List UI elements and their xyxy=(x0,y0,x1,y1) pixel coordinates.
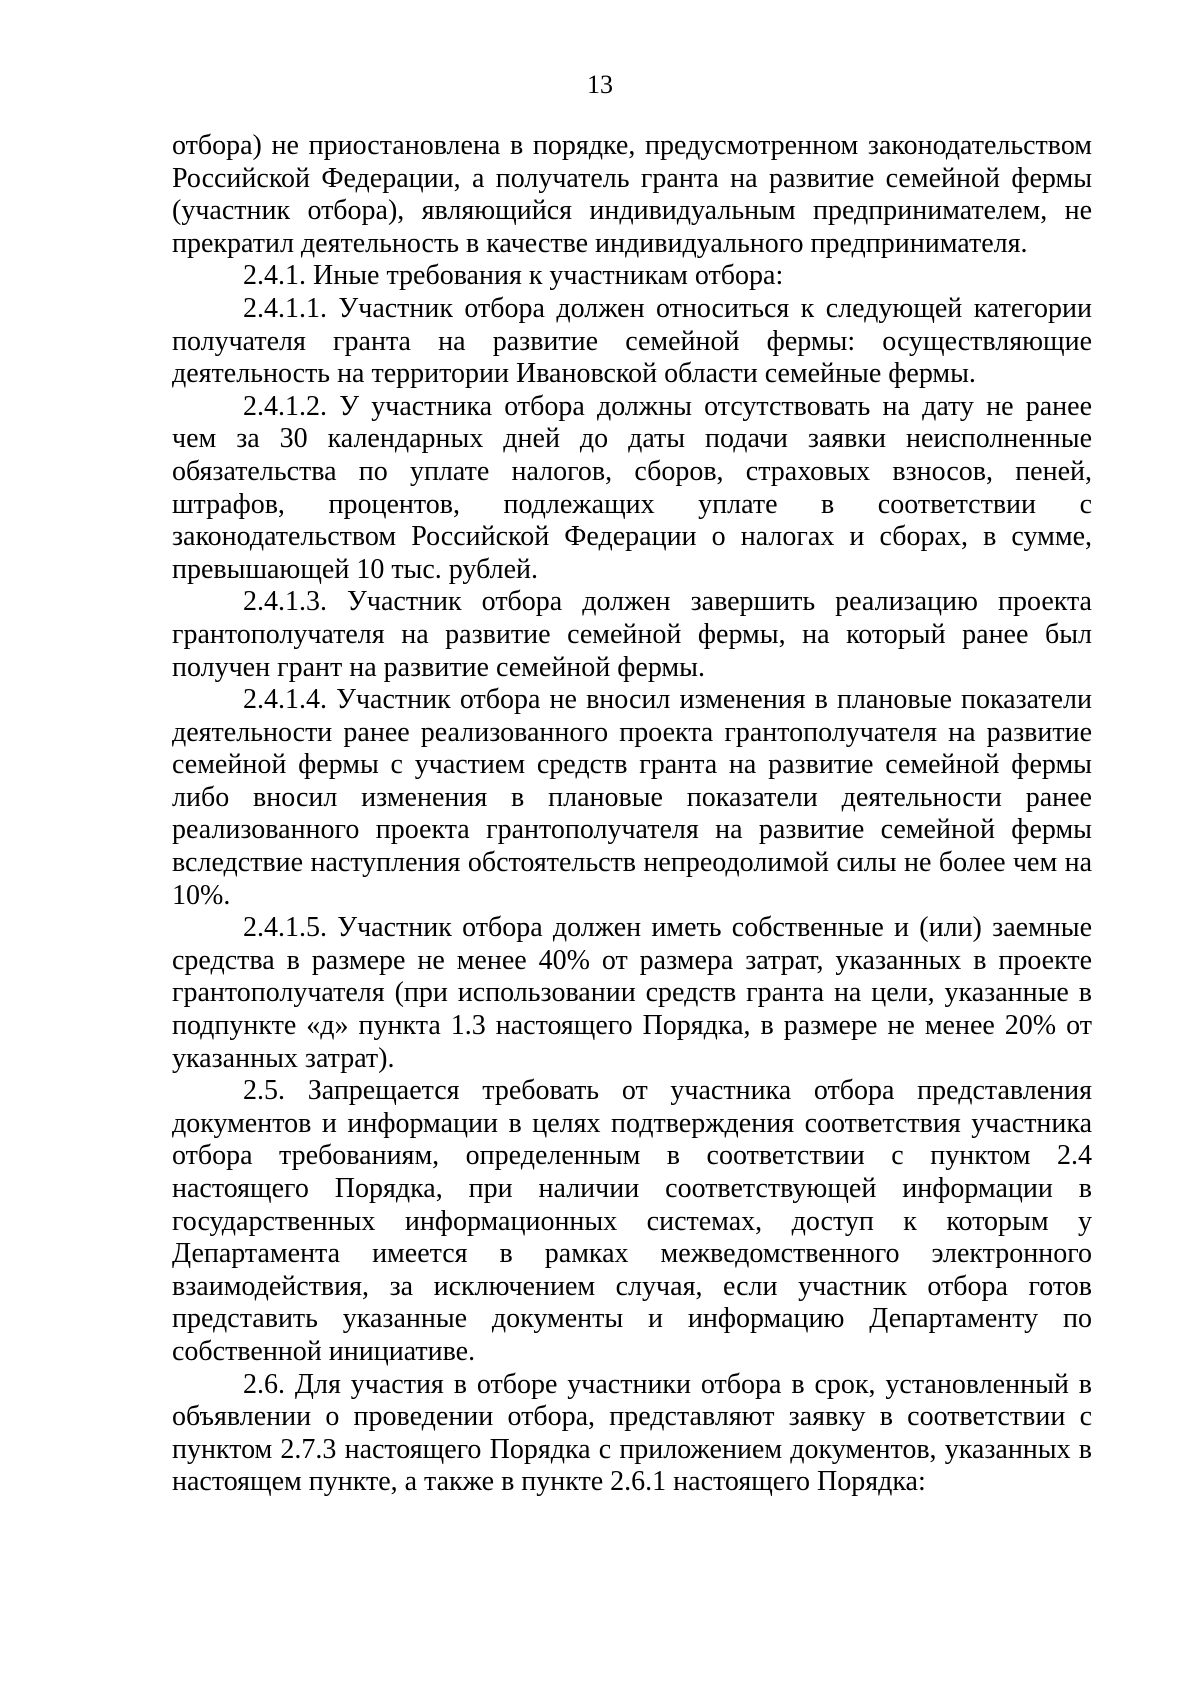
paragraph-2-4-1: 2.4.1. Иные требования к участникам отбора: xyxy=(243,260,784,292)
paragraph-2-4-1-1: 2.4.1.1. Участник отбора должен относиться к следующей категории получателя гранта на развитие семейной фермы: осуществляющие деятельность на территории Ивановской области семейные фермы. xyxy=(172,292,1092,390)
document-body xyxy=(172,130,1092,1499)
paragraph-2-6: 2.6. Для участия в отборе участники отбора в срок, установленный в объявлении о проведении отбора, представляют заявку в соответствии с пунктом 2.7.3 настоящего Порядка с приложением документов, указанных в настоящем пункте, а также в пункте 2.6.1 настоящего Порядка: xyxy=(172,1368,1092,1498)
paragraph-2-4-1-5: 2.4.1.5. Участник отбора должен иметь собственные и (или) заемные средства в размере не менее 40% от размера затрат, указанных в проекте грантополучателя (при использовании средств гранта на цели, указанные в подпункте «д» пункта 1.3 настоящего Порядка, в размере не менее 20% от указанных затрат). xyxy=(172,912,1092,1074)
paragraph-2-4-1-4: 2.4.1.4. Участник отбора не вносил изменения в плановые показатели деятельности ранее реализованного проекта грантополучателя на развитие семейной фермы с участием средств гранта на развитие семейной фермы либо вносил изменения в плановые показатели деятельности ранее реализованного проекта грантополучателя на развитие семейной фермы вследствие наступления обстоятельств непреодолимой силы не более чем на 10%. xyxy=(172,684,1092,911)
paragraph-2-5: 2.5. Запрещается требовать от участника отбора представления документов и информации в целях подтверждения соответствия участника отбора требованиям, определенным в соответствии с пунктом 2.4 настоящего Порядка, при наличии соответствующей информации в государственных информационных системах, доступ к которым у Департамента имеется в рамках межведомственного электронного взаимодействия, за исключением случая, если участник отбора готов представить указанные документы и информацию Департаменту по собственной инициативе. xyxy=(172,1075,1092,1367)
paragraph-2-4-1-2: 2.4.1.2. У участника отбора должны отсутствовать на дату не ранее чем за 30 календарных дней до даты подачи заявки неисполненные обязательства по уплате налогов, сборов, страховых взносов, пеней, штрафов, процентов, подлежащих уплате в соответствии с законодательством Российской Федерации о налогах и сборах, в сумме, превышающей 10 тыс. рублей. xyxy=(172,390,1092,585)
paragraph-2-4-1-3: 2.4.1.3. Участник отбора должен завершить реализацию проекта грантополучателя на развитие семейной фермы, на который ранее был получен грант на развитие семейной фермы. xyxy=(172,586,1092,683)
page-number: 13 xyxy=(587,70,613,99)
paragraph-continuation: отбора) не приостановлена в порядке, предусмотренном законодательством Российской Федерации, а получатель гранта на развитие семейной фермы (участник отбора), являющийся индивидуальным предпринимателем, не прекратил деятельность в качестве индивидуального предпринимателя. xyxy=(172,130,1092,259)
